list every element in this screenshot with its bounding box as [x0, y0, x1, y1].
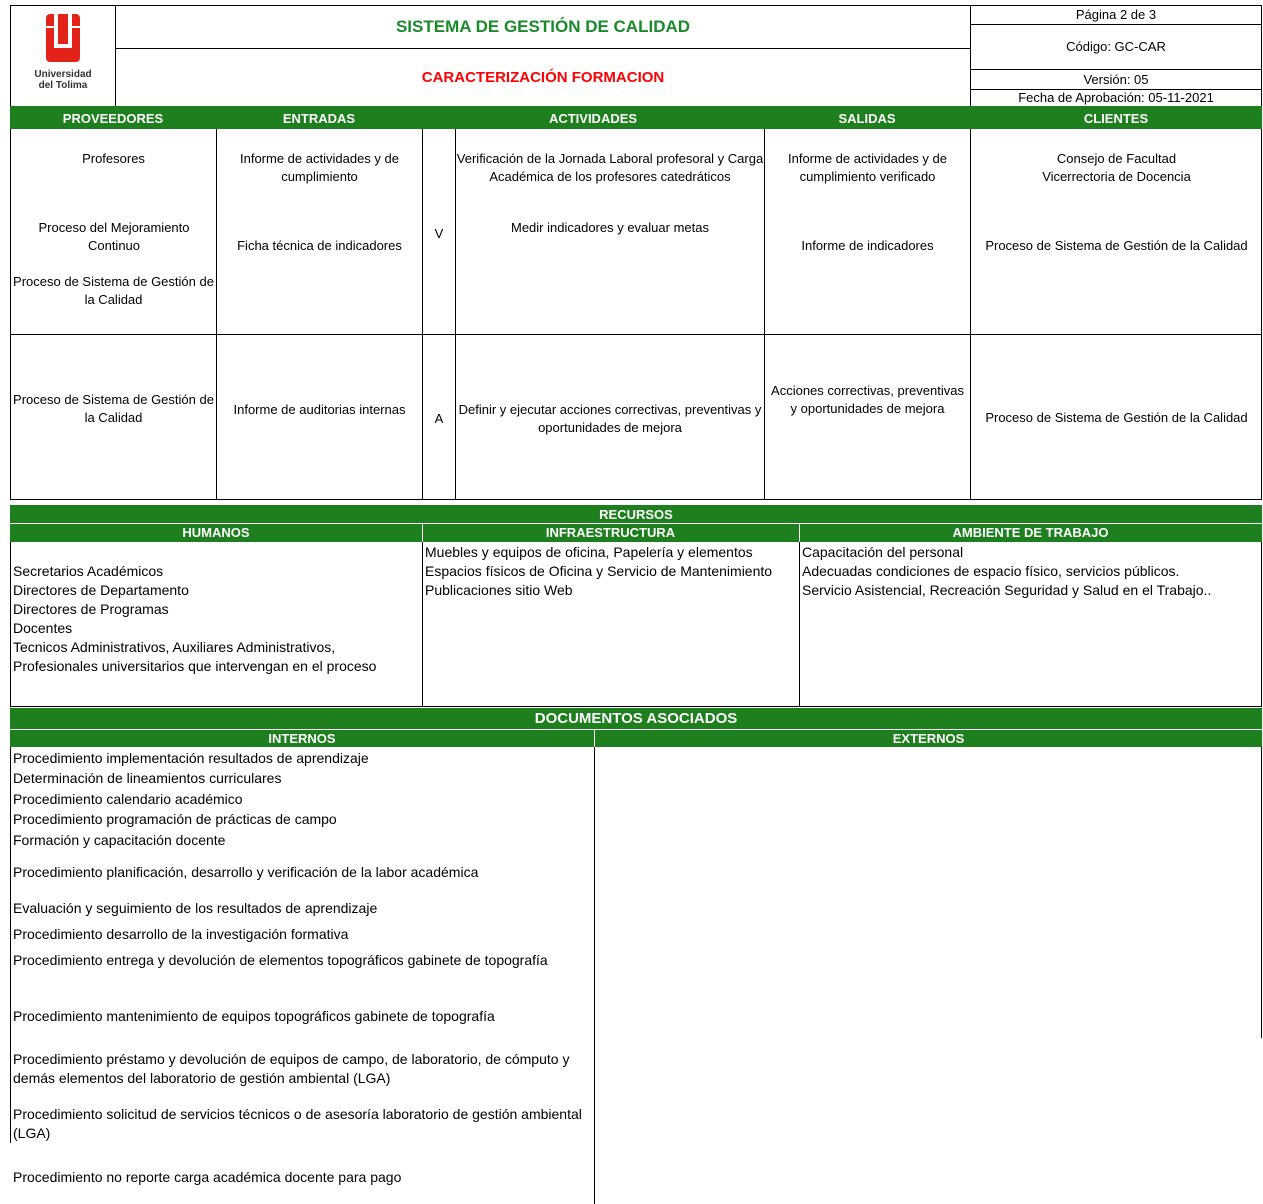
- internal-doc-12: Procedimiento solicitud de servicios técnicos o de asesoría laboratorio de gestión ambiental (LGA): [13, 1106, 582, 1141]
- resources-title: RECURSOS: [599, 507, 673, 522]
- logo-text-2: del Tolima: [38, 80, 88, 91]
- row2-input: Ficha técnica de indicadores: [237, 238, 402, 253]
- logo-mark-icon: [18, 12, 108, 64]
- internal-doc-7: Evaluación y seguimiento de los resultados de aprendizaje: [13, 900, 378, 916]
- resources-infra-title: INFRAESTRUCTURA: [545, 525, 676, 540]
- row1-provider: Profesores: [82, 151, 145, 166]
- internal-doc-8: Procedimiento desarrollo de la investigación formativa: [13, 926, 349, 942]
- approval-date: Fecha de Aprobación: 05-11-2021: [1018, 90, 1214, 105]
- row1-client: Consejo de Facultad Vicerrectoria de Docencia: [1042, 151, 1191, 184]
- col-outputs: SALIDAS: [838, 110, 896, 126]
- documents-external-title: EXTERNOS: [892, 731, 965, 746]
- internal-doc-5: Formación y capacitación docente: [13, 832, 226, 848]
- documents-internal-title: INTERNOS: [268, 731, 336, 746]
- internal-doc-3: Procedimiento calendario académico: [13, 791, 243, 807]
- col-activities: ACTIVIDADES: [548, 110, 638, 126]
- row2-client: Proceso de Sistema de Gestión de la Calidad: [985, 238, 1248, 253]
- resources-env-list: Capacitación del personal Adecuadas condiciones de espacio físico, servicios públicos. Servicio Asistencial, Recreación Seguridad y Salud en el Trabajo..: [802, 544, 1212, 598]
- row2-activity: Medir indicadores y evaluar metas: [511, 220, 709, 235]
- internal-doc-4: Procedimiento programación de prácticas de campo: [13, 811, 337, 827]
- resources-env-title: AMBIENTE DE TRABAJO: [952, 525, 1109, 540]
- resources-infra-list: Muebles y equipos de oficina, Papelería y elementos Espacios físicos de Oficina y Servicio de Mantenimiento Publicaciones sitio Web: [425, 544, 773, 598]
- document-subtitle: CARACTERIZACIÓN FORMACION: [421, 69, 665, 86]
- document-version: Versión: 05: [1083, 71, 1149, 87]
- col-inputs: ENTRADAS: [282, 110, 356, 126]
- row1-input: Informe de actividades y de cumplimiento: [240, 151, 399, 184]
- row2-phase: V: [434, 226, 444, 241]
- col-clients: CLIENTES: [1083, 110, 1149, 126]
- row2-output: Informe de indicadores: [801, 238, 934, 253]
- internal-doc-9: Procedimiento entrega y devolución de elementos topográficos gabinete de topografía: [13, 952, 548, 968]
- page-number: Página 2 de 3: [1075, 7, 1157, 22]
- internal-doc-2: Determinación de lineamientos curriculares: [13, 770, 282, 786]
- logo-text-1: Universidad: [34, 69, 92, 80]
- internal-doc-13: Procedimiento no reporte carga académica docente para pago: [13, 1169, 402, 1185]
- row2-provider-b: Proceso de Sistema de Gestión de la Calidad: [13, 274, 214, 307]
- row3-client: Proceso de Sistema de Gestión de la Calidad: [985, 410, 1248, 425]
- internal-doc-6: Procedimiento planificación, desarrollo y verificación de la labor académica: [13, 864, 479, 880]
- row3-output: Acciones correctivas, preventivas y oportunidades de mejora: [771, 383, 964, 416]
- internal-doc-11: Procedimiento préstamo y devolución de equipos de campo, de laboratorio, de cómputo y demás elementos del laboratorio de gestión ambiental (LGA): [13, 1051, 570, 1086]
- row3-phase: A: [434, 411, 444, 426]
- document-title: SISTEMA DE GESTIÓN DE CALIDAD: [395, 17, 691, 36]
- internal-doc-10: Procedimiento mantenimiento de equipos topográficos gabinete de topografía: [13, 1008, 495, 1024]
- resources-human-title: HUMANOS: [182, 525, 250, 540]
- row3-provider: Proceso de Sistema de Gestión de la Calidad: [13, 392, 214, 425]
- row3-input: Informe de auditorias internas: [233, 402, 406, 417]
- university-logo: [18, 12, 108, 98]
- row1-output: Informe de actividades y de cumplimiento verificado: [788, 151, 947, 184]
- internal-doc-1: Procedimiento implementación resultados de aprendizaje: [13, 750, 369, 766]
- col-providers: PROVEEDORES: [62, 110, 164, 126]
- row3-activity: Definir y ejecutar acciones correctivas, preventivas y oportunidades de mejora: [458, 402, 762, 435]
- row2-provider-a: Proceso del Mejoramiento Continuo: [38, 220, 190, 253]
- document-code: Código: GC-CAR: [1066, 39, 1166, 54]
- row1-activity: Verificación de la Jornada Laboral profesoral y Carga Académica de los profesores catedráticos: [456, 151, 764, 184]
- documents-title: DOCUMENTOS ASOCIADOS: [534, 709, 738, 727]
- resources-human-list: Secretarios Académicos Directores de Departamento Directores de Programas Docentes Tecnicos Administrativos, Auxiliares Administrativos, Profesionales universitarios que intervengan en el proceso: [13, 563, 377, 674]
